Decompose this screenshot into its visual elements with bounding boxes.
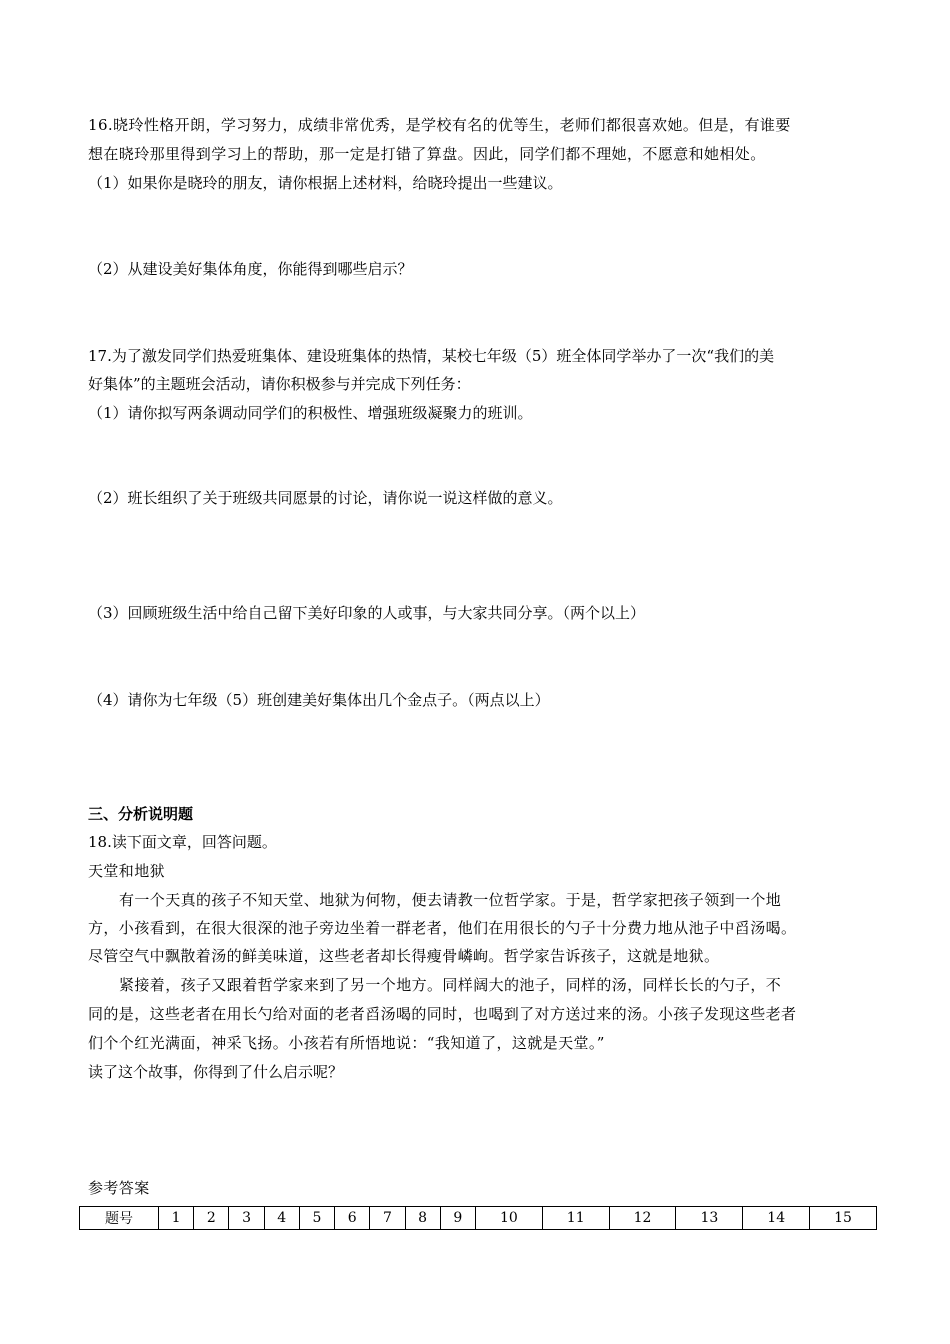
q17-sub-question-4: （4）请你为七年级（5）班创建美好集体出几个金点子。（两点以上） (88, 691, 550, 709)
answer-key-title: 参考答案 (88, 1179, 150, 1197)
q17-sub-question-2: （2）班长组织了关于班级共同愿景的讨论，请你说一说这样做的意义。 (88, 489, 563, 507)
answer-number-cell: 1 (159, 1207, 194, 1230)
story-paragraph-1-line-1: 有一个天真的孩子不知天堂、地狱为何物，便去请教一位哲学家。于是，哲学家把孩子领到一个地 (119, 891, 782, 909)
section-heading-analysis: 三、分析说明题 (88, 805, 194, 823)
q17-stem-line-1: 17.为了激发同学们热爱班集体、建设班集体的热情，某校七年级（5）班全体同学举办了一次“我们的美 (88, 347, 775, 365)
answer-number-cell: 14 (743, 1207, 810, 1230)
q16-sub-question-2: （2）从建设美好集体角度，你能得到哪些启示？ (88, 260, 413, 278)
answer-number-cell: 3 (229, 1207, 264, 1230)
answer-table (79, 1206, 877, 1230)
answer-number-cell: 7 (370, 1207, 405, 1230)
q17-sub-question-3: （3）回顾班级生活中给自己留下美好印象的人或事，与大家共同分享。（两个以上） (88, 604, 646, 622)
story-paragraph-1-line-2: 方，小孩看到，在很大很深的池子旁边坐着一群老者，他们在用很长的勺子十分费力地从池子中舀汤喝。 (88, 919, 797, 937)
answer-number-cell: 10 (475, 1207, 542, 1230)
story-paragraph-2-line-2: 同的是，这些老者在用长勺给对面的老者舀汤喝的同时，也喝到了对方送过来的汤。小孩子发现这些老者 (88, 1005, 797, 1023)
answer-number-cell: 2 (194, 1207, 229, 1230)
answer-number-cell: 11 (542, 1207, 609, 1230)
answer-number-cell: 15 (810, 1207, 877, 1230)
answer-table-header-row (80, 1207, 877, 1230)
story-paragraph-2-line-1: 紧接着，孩子又跟着哲学家来到了另一个地方。同样阔大的池子，同样的汤，同样长长的勺子，不 (119, 976, 782, 994)
answer-number-cell: 12 (609, 1207, 676, 1230)
story-paragraph-2-line-3: 们个个红光满面，神采飞扬。小孩若有所悟地说：“我知道了，这就是天堂。” (88, 1034, 605, 1052)
answer-number-cell: 6 (335, 1207, 370, 1230)
answer-number-cell: 8 (405, 1207, 440, 1230)
story-title: 天堂和地狱 (88, 862, 166, 880)
story-paragraph-1-line-3: 尽管空气中飘散着汤的鲜美味道，这些老者却长得瘦骨嶙峋。哲学家告诉孩子，这就是地狱。 (88, 947, 720, 965)
q17-sub-question-1: （1）请你拟写两条调动同学们的积极性、增强班级凝聚力的班训。 (88, 404, 533, 422)
q18-question: 读了这个故事，你得到了什么启示呢？ (88, 1063, 344, 1081)
q16-sub-question-1: （1）如果你是晓玲的朋友，请你根据上述材料，给晓玲提出一些建议。 (88, 174, 563, 192)
q16-stem-line-2: 想在晓玲那里得到学习上的帮助，那一定是打错了算盘。因此，同学们都不理她，不愿意和她相处。 (88, 145, 766, 163)
q17-stem-line-2: 好集体”的主题班会活动，请你积极参与并完成下列任务： (88, 375, 471, 393)
answer-number-cell: 4 (264, 1207, 299, 1230)
q16-stem-line-1: 16.晓玲性格开朗，学习努力，成绩非常优秀，是学校有名的优等生，老师们都很喜欢她。但是，有谁要 (88, 116, 791, 134)
answer-number-cell: 13 (676, 1207, 743, 1230)
q18-prompt: 18.读下面文章，回答问题。 (88, 833, 277, 851)
answer-table-header-label: 题号 (80, 1207, 159, 1230)
answer-number-cell: 9 (440, 1207, 475, 1230)
answer-number-cell: 5 (299, 1207, 334, 1230)
